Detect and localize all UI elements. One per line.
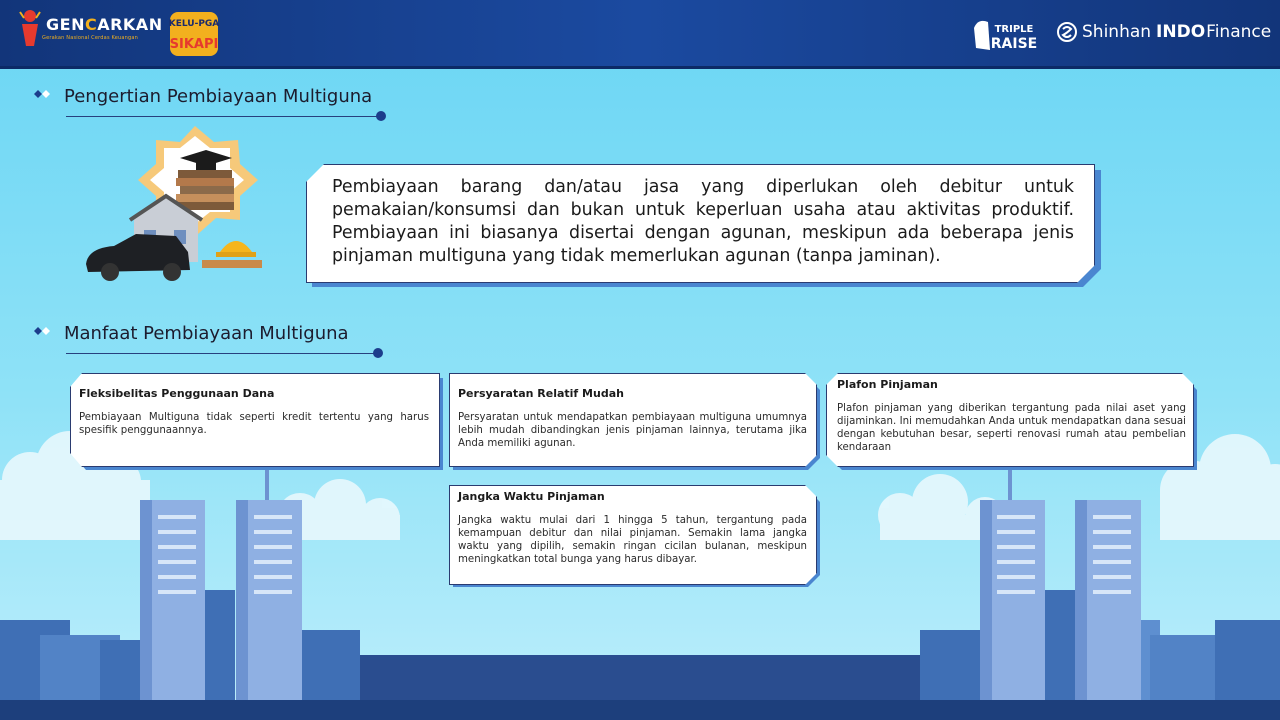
diamond-bullet-icon: [34, 327, 50, 335]
kelu-sikapi-logo: [168, 6, 220, 60]
card-title: Jangka Waktu Pinjaman: [458, 490, 605, 503]
card-body: Jangka waktu mulai dari 1 hingga 5 tahun, tergantung pada kemampuan debitur dan nilai pinjaman. Semakin lama jangka waktu yang dipilih, semakin ringan cicilan bulanan, meskipun meningkatkan total bunga yang harus dibayar.: [458, 515, 807, 565]
shinhan-symbol-icon: [1057, 22, 1077, 42]
brand-name-part2: INDO: [1156, 22, 1206, 42]
section-underline: [66, 116, 382, 117]
diamond-bullet-icon: [34, 90, 50, 98]
card-body: Persyaratan untuk mendapatkan pembiayaan multiguna umumnya lebih mudah dibandingkan jenis pinjaman lainnya, terutama jika Anda memiliki agunan.: [458, 412, 807, 449]
gencarkan-logo-text: GENCARKAN: [46, 15, 163, 34]
gencarkan-mascot-icon: [18, 8, 42, 48]
brand-name-part1: Shinhan: [1082, 22, 1152, 42]
card-title: Fleksibelitas Penggunaan Dana: [79, 387, 275, 400]
svg-text:KELU-PGA: KELU-PGA: [168, 19, 220, 29]
card-body: Pembiayaan Multiguna tidak seperti kredit tertentu yang harus spesifik penggunaannya.: [79, 412, 429, 436]
shinhan-indofinance-logo: [1057, 22, 1271, 42]
triple-raise-logo: [970, 14, 1042, 54]
header-divider: [0, 66, 1280, 69]
section-underline: [66, 353, 382, 354]
underline-dot: [373, 348, 383, 358]
definition-text: Pembiayaan barang dan/atau jasa yang diperlukan oleh debitur untuk pemakaian/konsumsi dan bukan untuk keperluan usaha atau aktivitas produktif. Pembiayaan ini biasanya disertai dengan agunan, meskipun ada beberapa jenis pinjaman multiguna yang tidak memerlukan agunan (tanpa jaminan).: [332, 177, 1074, 266]
brand-name-part3: Finance: [1206, 22, 1272, 42]
card-title: Persyaratan Relatif Mudah: [458, 387, 624, 400]
svg-text:RAISE: RAISE: [990, 36, 1038, 52]
gencarkan-logo: [18, 8, 163, 48]
gencarkan-tagline: Gerakan Nasional Cerdas Keuangan: [42, 35, 139, 41]
section-title-pengertian: Pengertian Pembiayaan Multiguna: [64, 86, 373, 107]
card-body: Plafon pinjaman yang diberikan tergantung pada nilai aset yang dijaminkan. Ini memudahkan Anda untuk mendapatkan dana sesuai dengan kebutuhan besar, seperti renovasi rumah atau pembelian kendaraan: [837, 403, 1186, 453]
finance-goods-illustration: [80, 122, 290, 292]
svg-text:TRIPLE: TRIPLE: [994, 24, 1034, 35]
svg-text:SIKAPI: SIKAPI: [169, 37, 219, 52]
section-title-manfaat: Manfaat Pembiayaan Multiguna: [64, 323, 349, 344]
card-title: Plafon Pinjaman: [837, 378, 938, 391]
underline-dot: [376, 111, 386, 121]
